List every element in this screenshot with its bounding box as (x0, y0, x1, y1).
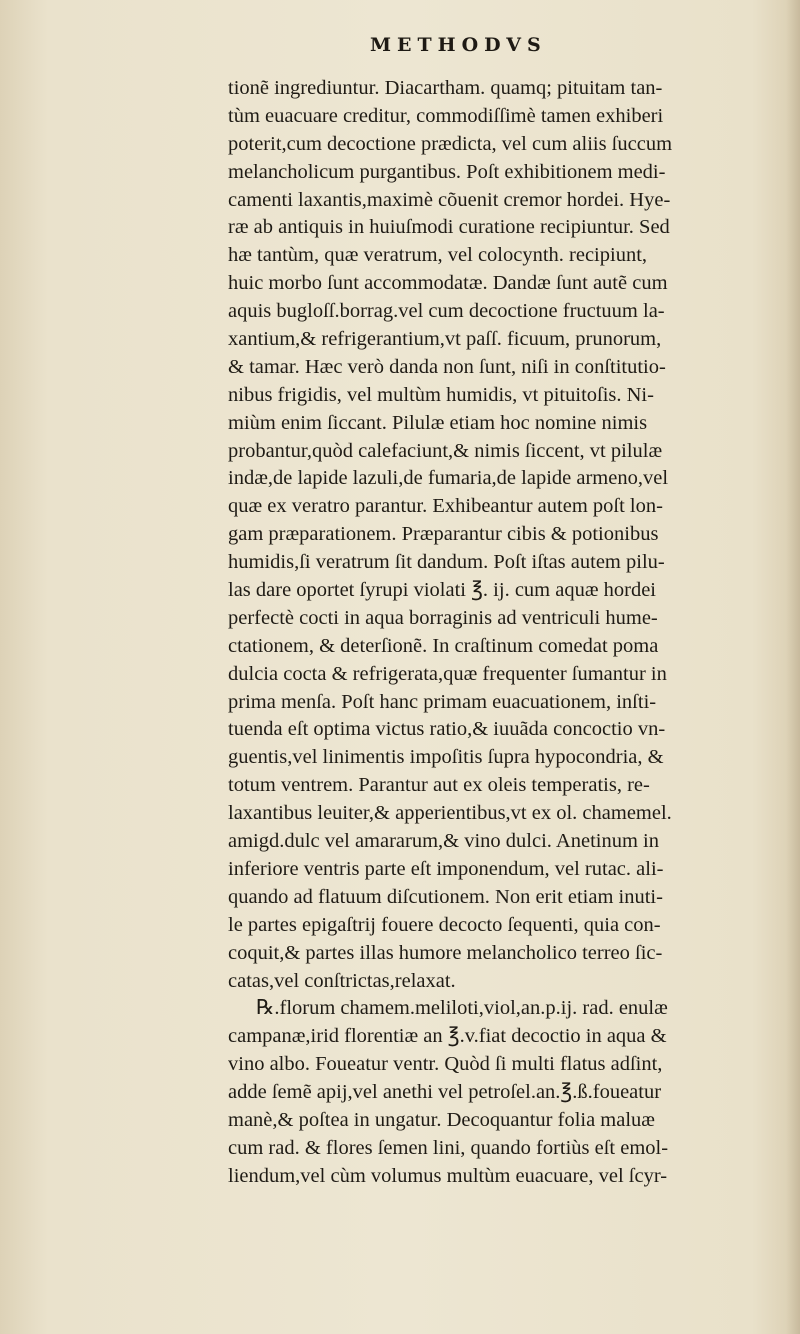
text-line: inferiore ventris parte eſt imponendum, vel rutac. ali- (228, 857, 664, 880)
text-line: ctationem, & deterſionẽ. In craſtinum comedat poma (228, 634, 659, 657)
text-line: gam præparationem. Præparantur cibis & potionibus (228, 523, 659, 546)
text-line: amigd.dulc vel amararum,& vino dulci. Anetinum in (228, 830, 659, 853)
text-line: manè,& poſtea in ungatur. Decoquantur folia maluæ (228, 1108, 655, 1131)
text-line: melancholicum purgantibus. Poſt exhibitionem medi- (228, 160, 666, 183)
text-line: le partes epigaſtrij fouere decocto ſequenti, quia con- (228, 913, 661, 936)
page-edge-shadow (786, 0, 800, 1334)
text-line: catas,vel conſtrictas,relaxat. (228, 969, 456, 992)
text-line: dulcia cocta & refrigerata,quæ frequenter ſumantur in (228, 662, 667, 685)
text-line: xantium,& refrigerantium,vt paſſ. ficuum, prunorum, (228, 328, 662, 351)
text-line: quando ad flatuum diſcutionem. Non erit etiam inuti- (228, 885, 663, 908)
text-line: coquit,& partes illas humore melancholico terreo ſic- (228, 941, 663, 964)
text-line: campanæ,irid florentiæ an ℥.v.fiat decoctio in aqua & (228, 1025, 667, 1048)
text-line: camenti laxantis,maximè cõuenit cremor hordei. Hye- (228, 188, 671, 211)
text-line: prima menſa. Poſt hanc primam euacuationem, inſti- (228, 690, 657, 713)
text-line: miùm enim ſiccant. Pilulæ etiam hoc nomine nimis (228, 411, 648, 434)
body-text (228, 75, 784, 1191)
text-line: ræ ab antiquis in huiuſmodi curatione recipiuntur. Sed (228, 216, 670, 239)
text-line: aquis bugloſſ.borrag.vel cum decoctione fructuum la- (228, 300, 665, 323)
text-line: totum ventrem. Parantur aut ex oleis temperatis, re- (228, 774, 650, 797)
text-line: tùm euacuare creditur, commodiſſimè tamen exhiberi (228, 104, 664, 127)
text-line: adde ſemẽ apij,vel anethi vel petroſel.an.℥.ß.foueatur (228, 1081, 662, 1104)
text-line: poterit,cum decoctione prædicta, vel cum aliis ſuccum (228, 132, 673, 155)
recipe-line: ℞.florum chamem.meliloti,viol,an.p.ij. rad. enulæ (256, 997, 668, 1020)
text-line: nibus frigidis, vel multùm humidis, vt pituitoſis. Ni- (228, 383, 654, 406)
text-line: hæ tantùm, quæ veratrum, vel colocynth. recipiunt, (228, 244, 648, 267)
text-line: probantur,quòd calefaciunt,& nimis ſiccent, vt pilulæ (228, 439, 663, 462)
text-line: & tamar. Hæc verò danda non ſunt, niſi in conſtitutio- (228, 355, 666, 378)
text-line: liendum,vel cùm volumus multùm euacuare, vel ſcyr- (228, 1164, 668, 1187)
running-head: METHODVS (370, 34, 547, 56)
text-line: tuenda eſt optima victus ratio,& iuuãda concoctio vn- (228, 718, 666, 741)
text-line: indæ,de lapide lazuli,de fumaria,de lapide armeno,vel (228, 467, 669, 490)
text-line: quæ ex veratro parantur. Exhibeantur autem poſt lon- (228, 495, 663, 518)
text-line: humidis,ſi veratrum ſit dandum. Poſt iſtas autem pilu- (228, 551, 665, 574)
text-line: cum rad. & flores ſemen lini, quando fortiùs eſt emol- (228, 1136, 669, 1159)
text-line: huic morbo ſunt accommodatæ. Dandæ ſunt autẽ cum (228, 272, 668, 295)
text-line: vino albo. Foueatur ventr. Quòd ſi multi flatus adſint, (228, 1053, 663, 1076)
text-line: perfectè cocti in aqua borraginis ad ventriculi hume- (228, 606, 658, 629)
text-line: tionẽ ingrediuntur. Diacartham. quamq; pituitam tan- (228, 77, 663, 99)
text-line: laxantibus leuiter,& apperientibus,vt ex ol. chamemel. (228, 802, 672, 825)
text-line: guentis,vel linimentis impoſitis ſupra hypocondria, & (228, 746, 664, 769)
text-line: las dare oportet ſyrupi violati ℥. ij. cum aquæ hordei (228, 579, 657, 602)
